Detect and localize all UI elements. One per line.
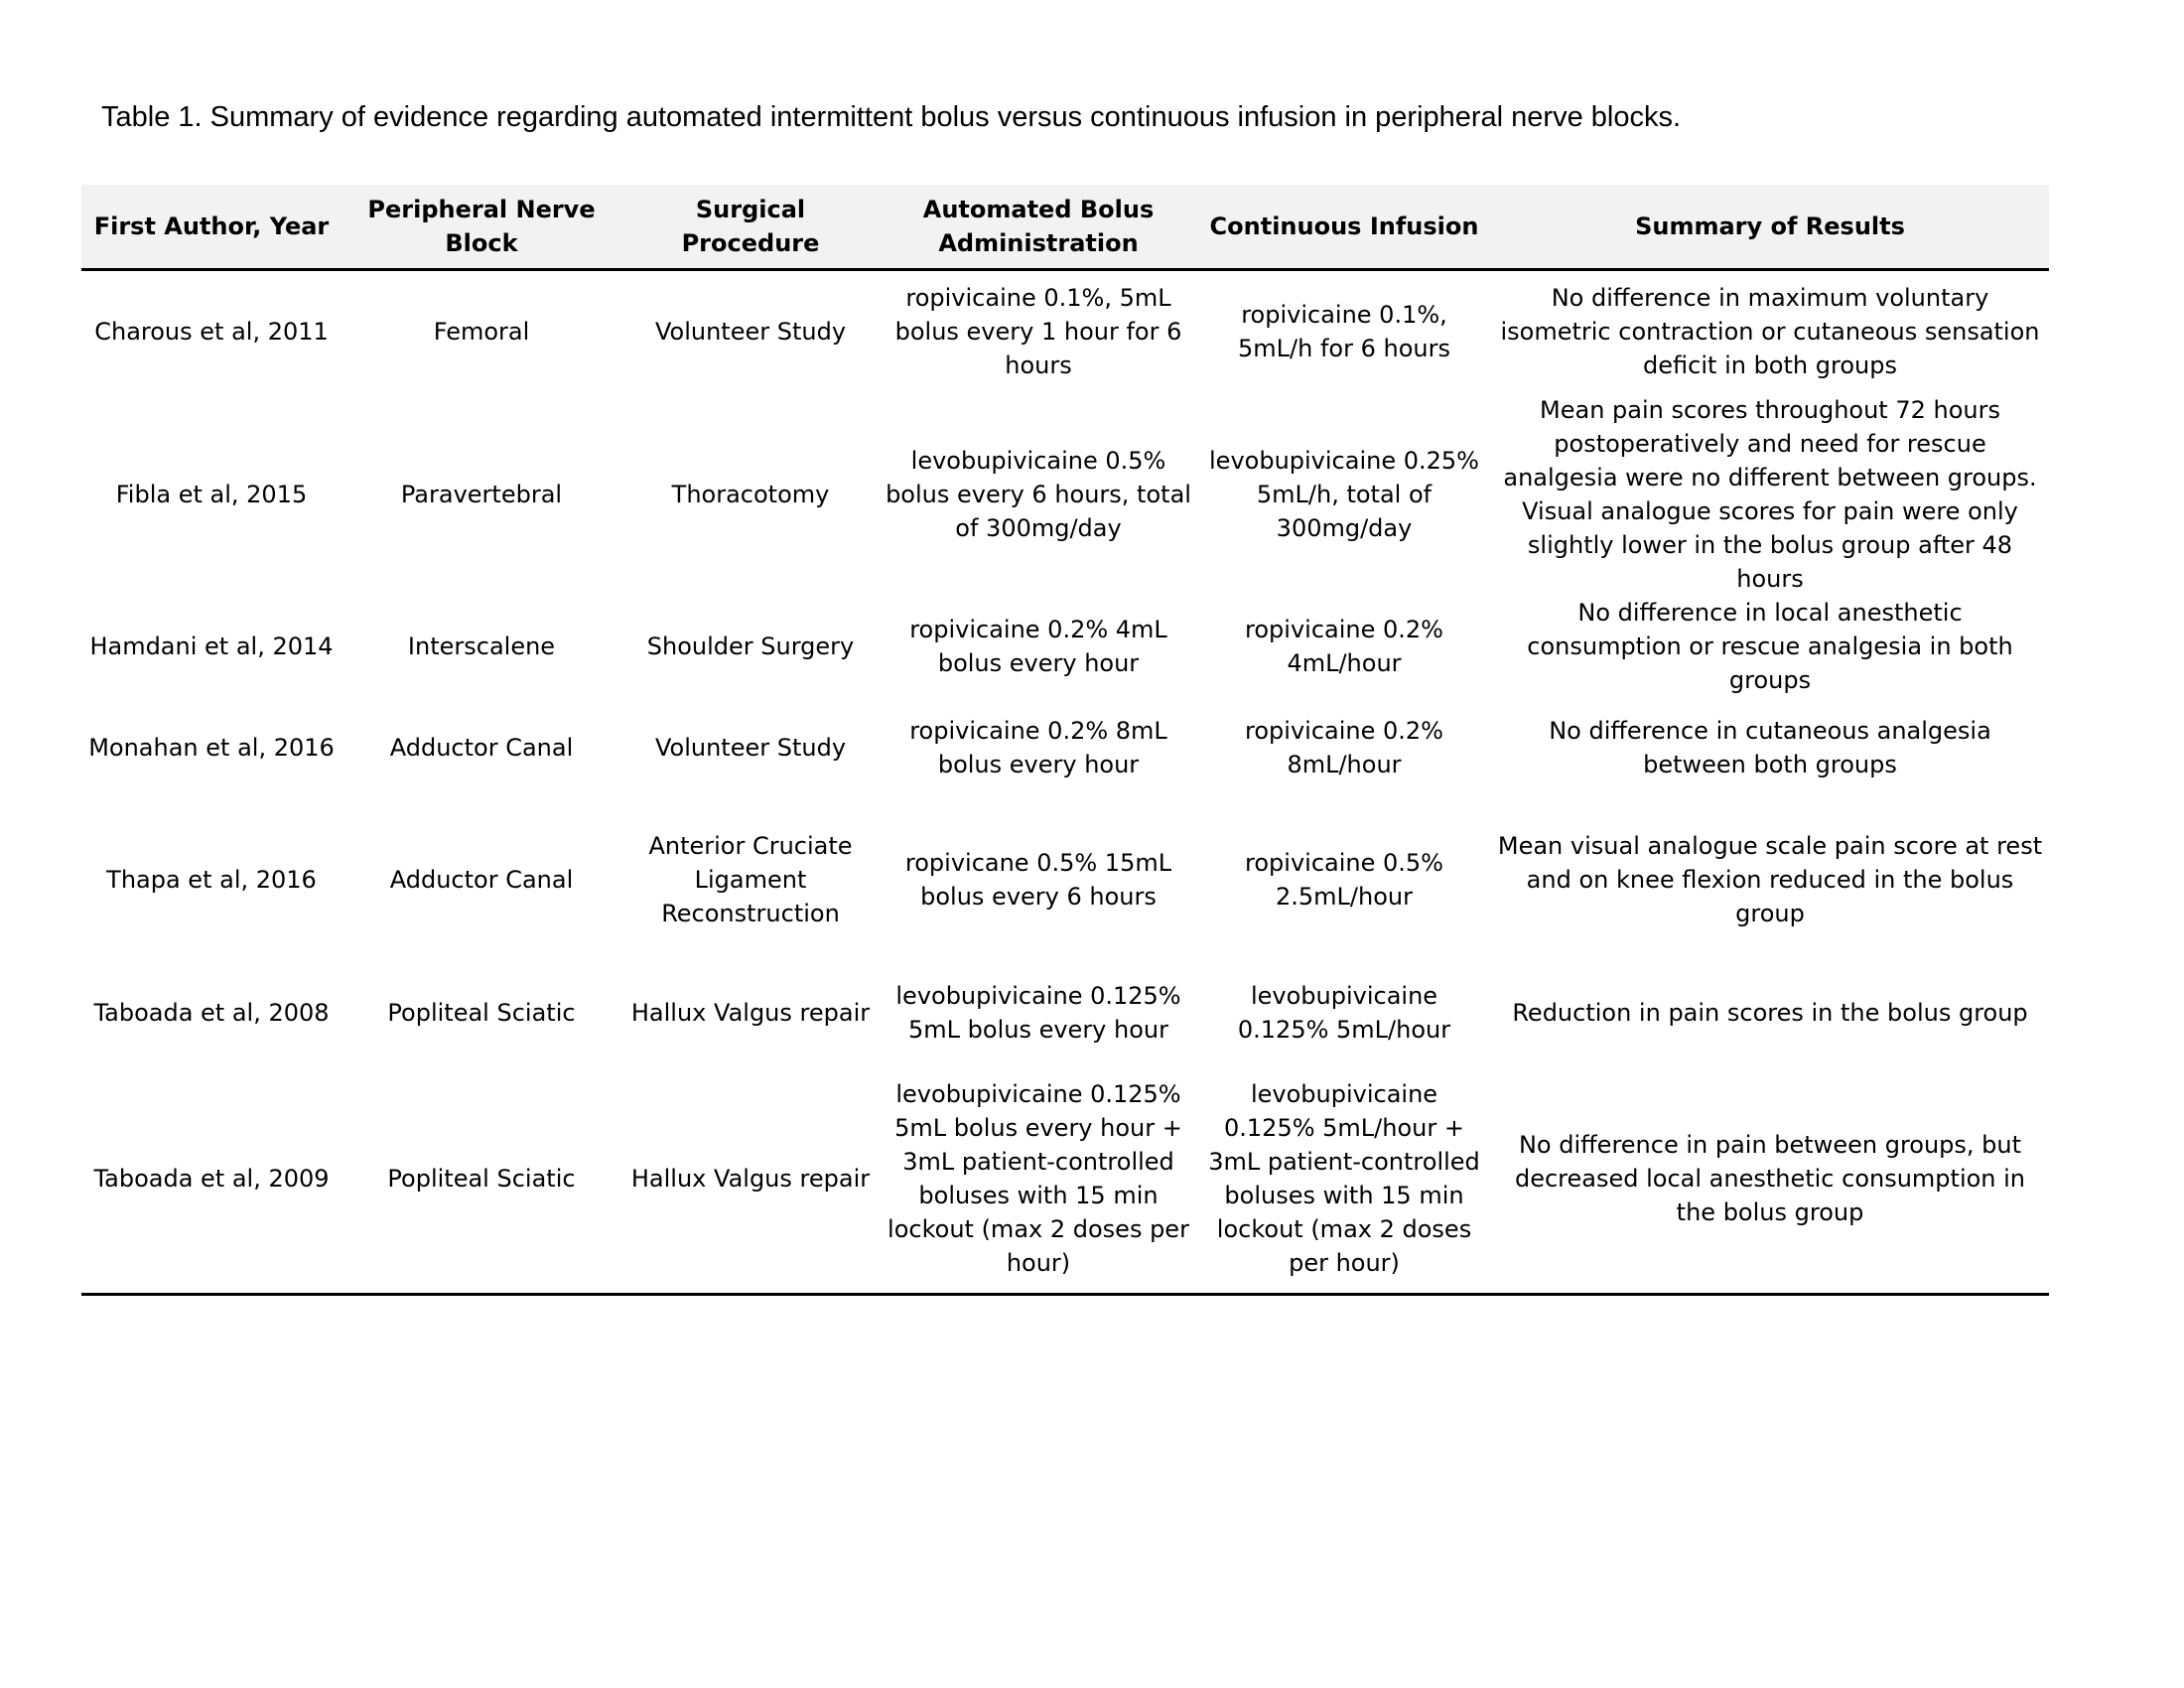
cell-author: Hamdani et al, 2014 (89, 632, 334, 660)
cell-infusion: levobupivicaine 0.25% 5mL/h, total of 300mg/day (1209, 446, 1479, 542)
cell-block: Popliteal Sciatic (387, 998, 576, 1027)
col-header-bolus: Automated Bolus Administration (880, 185, 1197, 270)
cell-procedure: Thoracotomy (671, 480, 830, 508)
cell-summary: No difference in pain between groups, but decreased local anesthetic consumption in the bolus group (1491, 1064, 2049, 1295)
cell-infusion: levobupivicaine 0.125% 5mL/hour + 3mL patient-controlled boluses with 15 min lockout (max 2 doses per hour) (1197, 1064, 1491, 1295)
cell-block: Interscalene (407, 632, 556, 660)
col-header-summary: Summary of Results (1491, 185, 2049, 270)
col-header-author: First Author, Year (81, 185, 341, 270)
cell-procedure: Shoulder Surgery (646, 632, 855, 660)
cell-summary: No difference in maximum voluntary isometric contraction or cutaneous sensation deficit in both groups (1500, 284, 2040, 380)
cell-block: Adductor Canal (389, 733, 574, 762)
cell-bolus: ropivicane 0.5% 15mL bolus every 6 hours (904, 848, 1172, 911)
cell-summary: Mean visual analogue scale pain score at rest and on knee flexion reduced in the bolus group (1497, 831, 2043, 927)
header-row (81, 185, 2049, 270)
cell-summary: No difference in local anesthetic consumption or rescue analgesia in both groups (1527, 598, 2013, 694)
cell-block: Adductor Canal (389, 865, 574, 894)
cell-bolus: ropivicaine 0.2% 4mL bolus every hour (909, 615, 1167, 677)
cell-bolus: ropivicaine 0.1%, 5mL bolus every 1 hour for 6 hours (894, 284, 1182, 380)
cell-author: Thapa et al, 2016 (106, 865, 317, 894)
evidence-table (81, 185, 2049, 1296)
cell-summary: No difference in cutaneous analgesia between both groups (1549, 716, 1991, 778)
table-row (81, 697, 2049, 798)
cell-procedure: Anterior Cruciate Ligament Reconstruction (648, 831, 853, 927)
table-row (81, 1064, 2049, 1295)
cell-procedure: Hallux Valgus repair (630, 998, 871, 1027)
cell-author: Taboada et al, 2009 (81, 1064, 341, 1295)
cell-procedure: Hallux Valgus repair (621, 1064, 880, 1295)
cell-summary: Reduction in pain scores in the bolus group (1512, 998, 2028, 1027)
col-header-procedure: Surgical Procedure (621, 185, 880, 270)
table-row (81, 270, 2049, 393)
cell-block: Popliteal Sciatic (341, 1064, 621, 1295)
cell-infusion: ropivicaine 0.5% 2.5mL/hour (1245, 848, 1443, 911)
cell-block: Femoral (433, 318, 530, 347)
cell-author: Monahan et al, 2016 (88, 733, 335, 762)
cell-procedure: Volunteer Study (654, 318, 847, 347)
cell-procedure: Volunteer Study (654, 733, 847, 762)
cell-author: Taboada et al, 2008 (93, 998, 330, 1027)
cell-bolus: ropivicaine 0.2% 8mL bolus every hour (909, 716, 1167, 778)
cell-bolus: levobupivicaine 0.125% 5mL bolus every hour + 3mL patient-controlled boluses with 15 min lockout (max 2 doses per hour) (880, 1064, 1197, 1295)
cell-bolus: levobupivicaine 0.5% bolus every 6 hours, total of 300mg/day (886, 446, 1191, 542)
table-row (81, 393, 2049, 596)
cell-summary: Mean pain scores throughout 72 hours postoperatively and need for rescue analgesia were no different between groups. Visual analogue scores for pain were only slightly lower in the bolus group after 48 hours (1503, 395, 2037, 593)
cell-author: Charous et al, 2011 (94, 318, 329, 347)
col-header-block: Peripheral Nerve Block (341, 185, 621, 270)
cell-author: Fibla et al, 2015 (115, 480, 308, 508)
cell-bolus: levobupivicaine 0.125% 5mL bolus every hour (895, 981, 1181, 1044)
cell-block: Paravertebral (400, 480, 563, 508)
table-row (81, 596, 2049, 697)
table-header (81, 185, 2049, 270)
col-header-infusion: Continuous Infusion (1197, 185, 1491, 270)
table-caption: Table 1. Summary of evidence regarding automated intermittent bolus versus continuous infusion in peripheral nerve blocks. (101, 101, 1682, 133)
table-row (81, 961, 2049, 1064)
table-body (81, 270, 2049, 1295)
cell-infusion: ropivicaine 0.1%, 5mL/h for 6 hours (1238, 301, 1450, 363)
cell-infusion: levobupivicaine 0.125% 5mL/hour (1237, 981, 1451, 1044)
table-row (81, 798, 2049, 961)
cell-infusion: ropivicaine 0.2% 8mL/hour (1245, 716, 1443, 778)
cell-infusion: ropivicaine 0.2% 4mL/hour (1245, 615, 1443, 677)
